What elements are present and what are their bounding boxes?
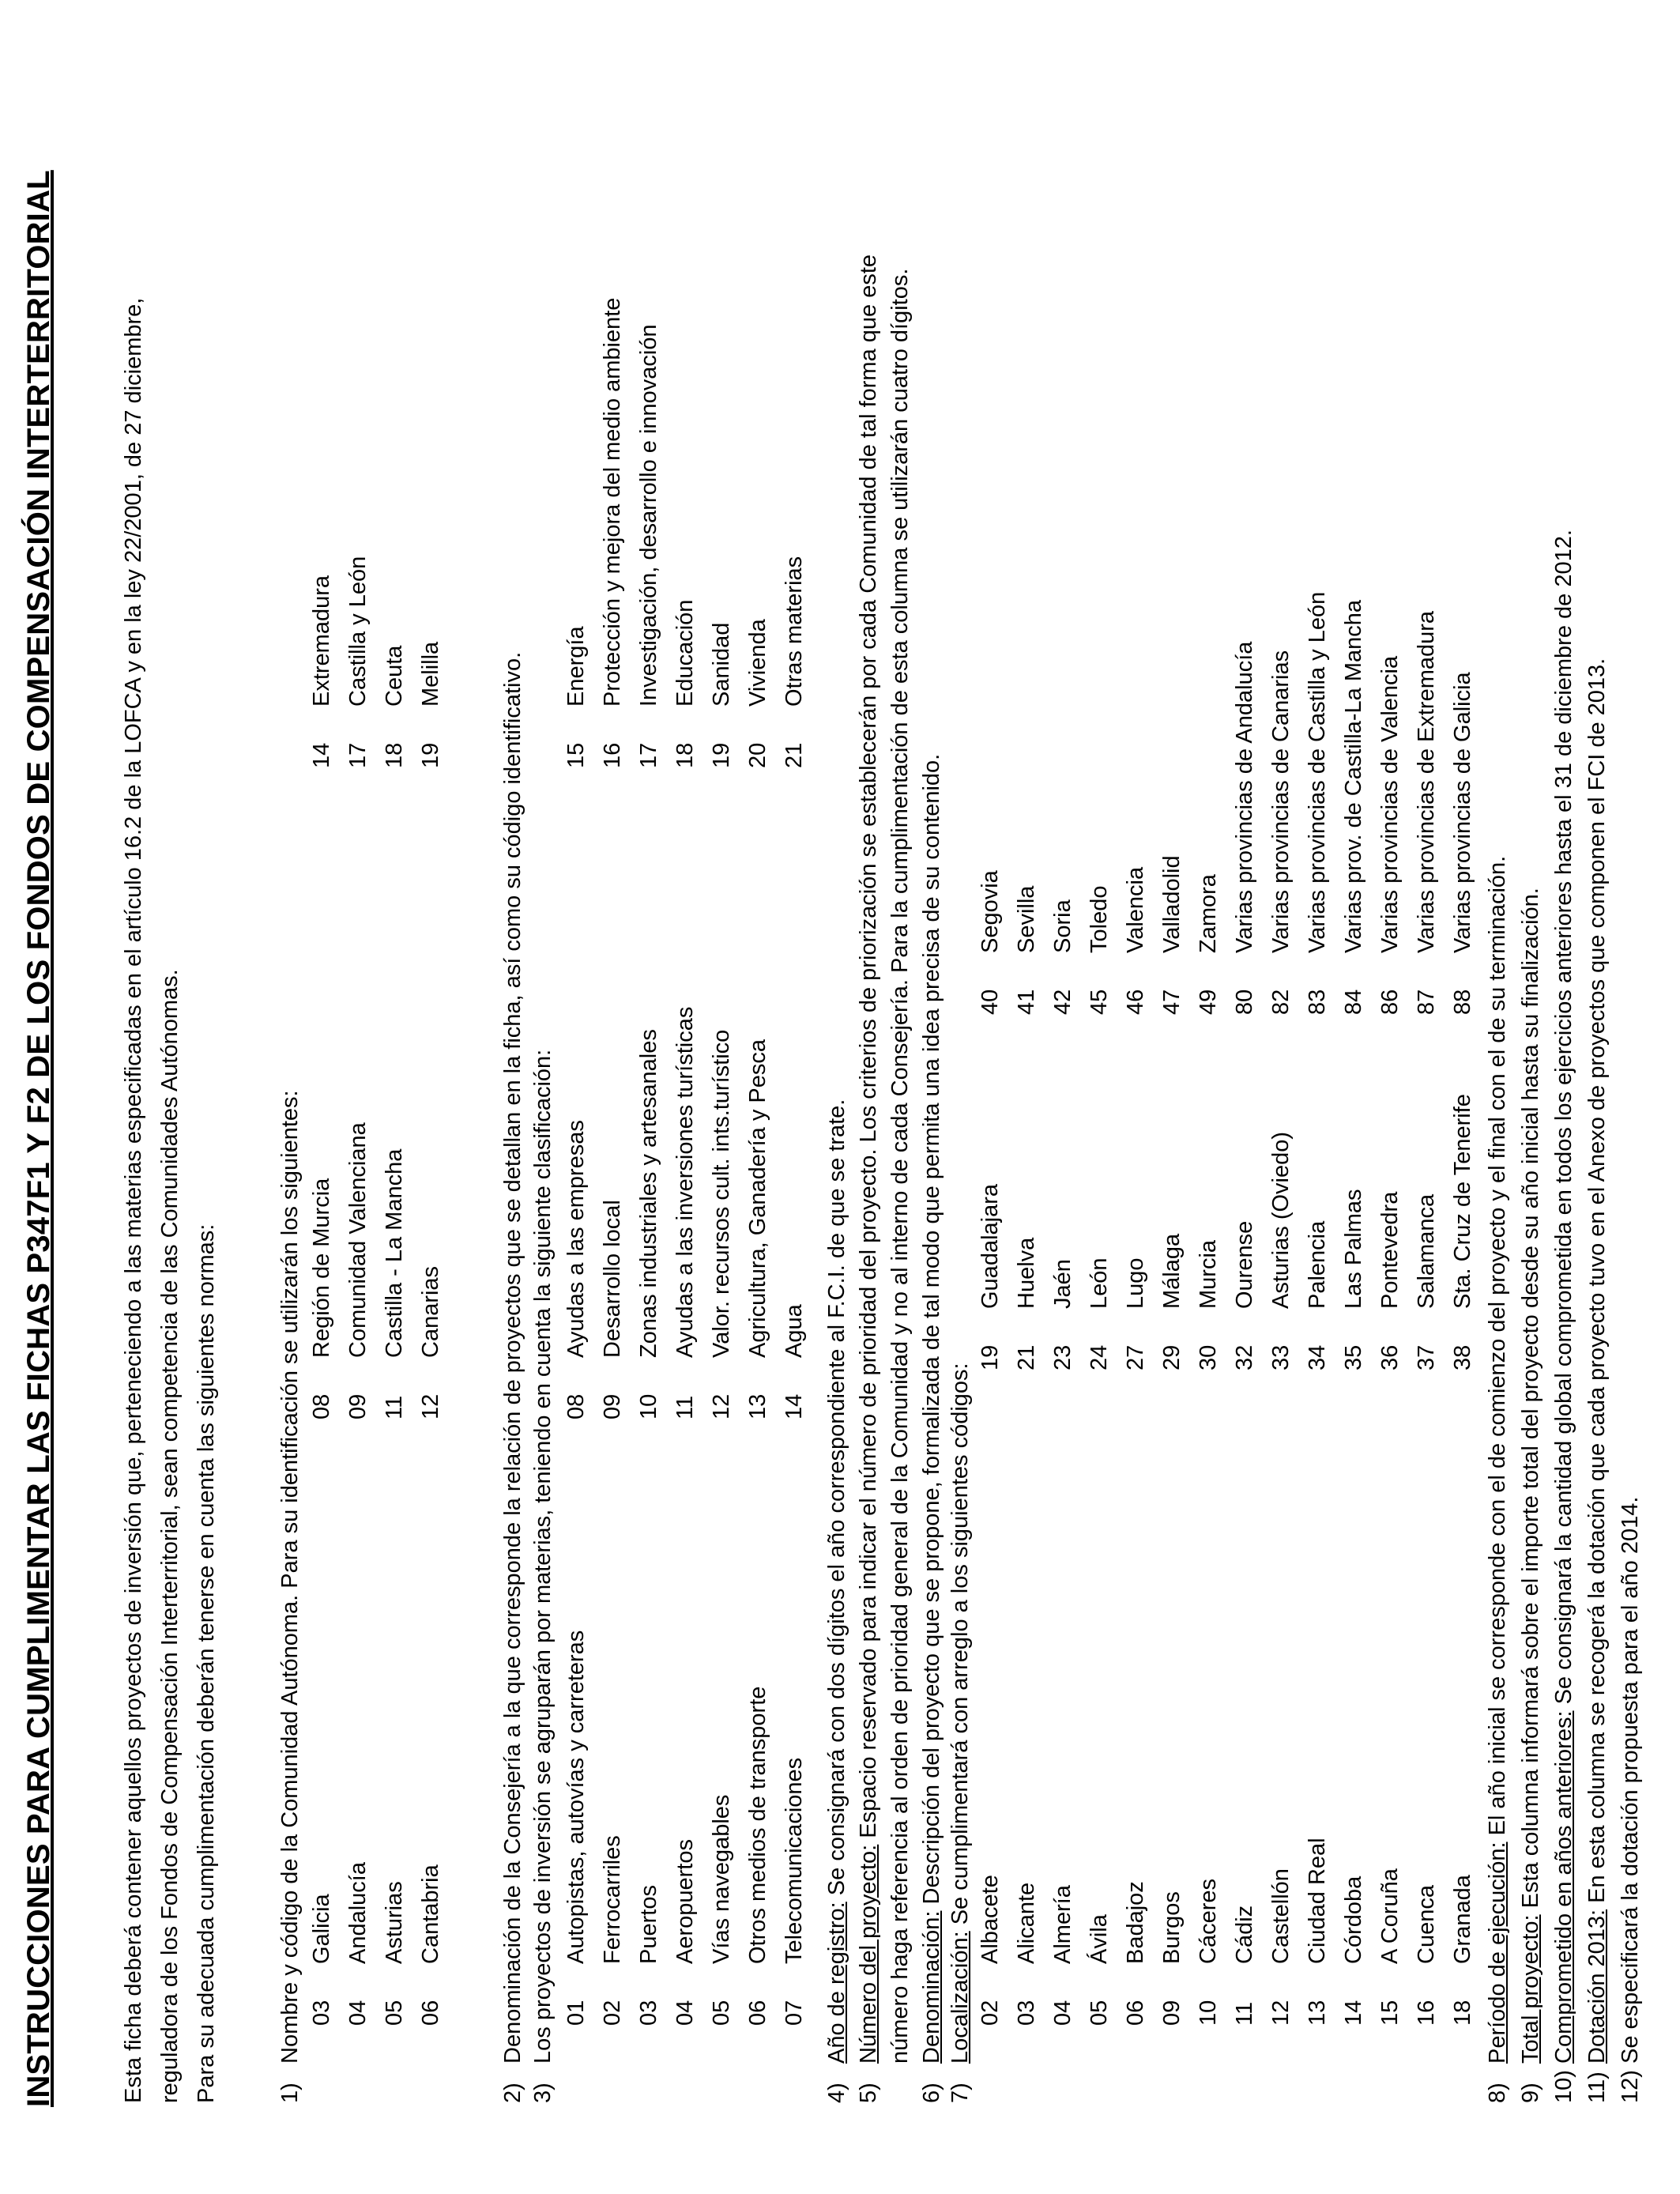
item-label: Número del proyecto: (856, 1844, 881, 2064)
code-row (740, 298, 776, 768)
code-number: 19 (418, 742, 443, 768)
item-12 (1612, 1497, 1648, 2103)
code-number: 47 (1159, 989, 1185, 1015)
code-row (1154, 1094, 1190, 1370)
code-number: 20 (745, 742, 770, 768)
document-title: INSTRUCCIONES PARA CUMPLIMENTAR LAS FICHAS P347F1 Y F2 DE LOS FONDOS DE COMPENSACIÓN INTERTERRITORIAL (21, 170, 56, 2107)
code-row (558, 298, 594, 768)
code-number: 14 (1341, 2000, 1366, 2026)
community-codes-col-3 (303, 556, 449, 768)
code-row (1117, 592, 1154, 1015)
item-3 (525, 1050, 561, 2103)
code-row (1263, 1094, 1299, 1370)
code-label: Cádiz (1232, 1905, 1257, 1964)
code-row (1045, 592, 1081, 1015)
code-row (1008, 1094, 1045, 1370)
item-number: 9) (1518, 2083, 1543, 2103)
code-label: Almería (1050, 1885, 1075, 1964)
code-number: 08 (563, 1393, 589, 1419)
code-label: Valencia (1123, 866, 1148, 953)
code-label: Murcia (1196, 1239, 1221, 1309)
code-row (1408, 592, 1445, 1015)
code-row (1445, 592, 1481, 1015)
code-row (1335, 1094, 1372, 1370)
code-label: Zamora (1196, 874, 1221, 953)
code-number: 12 (1268, 2000, 1294, 2026)
code-number: 24 (1087, 1344, 1112, 1370)
code-number: 04 (1050, 2000, 1075, 2026)
code-number: 16 (600, 742, 625, 768)
code-label: Ceuta (382, 645, 407, 707)
code-row (1045, 1838, 1081, 2026)
code-number: 45 (1087, 989, 1112, 1015)
code-label: Asturias (382, 1881, 407, 1964)
code-number: 80 (1232, 989, 1257, 1015)
item-number: 3) (530, 2083, 556, 2103)
code-number: 17 (636, 742, 661, 768)
code-row (1081, 1094, 1117, 1370)
code-label: Valladolid (1159, 855, 1185, 953)
item-number: 4) (824, 2083, 849, 2103)
code-label: Agua (782, 1304, 807, 1358)
item-number: 12) (1618, 2070, 1643, 2103)
code-row (740, 1630, 776, 2026)
code-row (1372, 1838, 1408, 2026)
code-label: Varias provincias de Extremadura (1414, 610, 1439, 953)
code-row (703, 1630, 740, 2026)
code-number: 11 (382, 1395, 407, 1419)
code-row (594, 1630, 631, 2026)
item-10 (1546, 530, 1582, 2103)
code-row (703, 1007, 740, 1419)
code-label: Cáceres (1196, 1879, 1221, 1964)
code-number: 87 (1414, 989, 1439, 1015)
code-label: Sevilla (1014, 885, 1039, 953)
code-number: 12 (418, 1393, 443, 1419)
code-row (631, 1630, 667, 2026)
code-label: Ayudas a las inversiones turísticas (672, 1006, 698, 1358)
code-row (1117, 1094, 1154, 1370)
item-text: Denominación de la Consejería a la que corresponde la relación de proyectos que se detallan en la ficha, así como su código identificativo. (500, 651, 525, 2064)
code-label: Guadalajara (977, 1184, 1003, 1309)
item-text: Se consignará con dos dígitos el año correspondiente al F.C.I. de que se trate. (824, 1099, 849, 1902)
code-label: Badajoz (1123, 1881, 1148, 1964)
code-number: 04 (345, 2000, 371, 2026)
item-label: Localización: (947, 1931, 973, 2064)
item-number: 11) (1584, 2071, 1610, 2103)
code-label: A Coruña (1377, 1868, 1403, 1964)
community-codes-col-1 (303, 1862, 449, 2026)
code-label: Cantabria (418, 1864, 443, 1964)
code-number: 10 (1196, 2000, 1221, 2026)
code-label: Galicia (309, 1894, 334, 1964)
code-row (1226, 1838, 1263, 2026)
code-row (776, 1007, 812, 1419)
code-label: Ciudad Real (1305, 1838, 1330, 1964)
code-row (667, 1630, 703, 2026)
code-label: Granada (1450, 1875, 1475, 1964)
item-number: 1) (277, 2083, 303, 2103)
code-row (594, 298, 631, 768)
code-label: Asturias (Oviedo) (1268, 1131, 1294, 1309)
code-label: Vivienda (745, 619, 770, 707)
item-text: El año inicial se corresponde con el de comienzo del proyecto y el final con el de su terminación. (1485, 855, 1510, 1842)
code-number: 06 (418, 2000, 443, 2026)
code-number: 11 (1232, 2001, 1257, 2026)
code-label: Andalucía (345, 1862, 371, 1964)
code-row (1372, 592, 1408, 1015)
code-row (1226, 592, 1263, 1015)
code-number: 09 (1159, 2000, 1185, 2026)
code-row (631, 298, 667, 768)
code-label: Melilla (418, 641, 443, 707)
code-label: Varias provincias de Andalucía (1232, 641, 1257, 953)
code-row (1299, 1838, 1335, 2026)
code-row (412, 1122, 449, 1419)
code-row (340, 556, 376, 768)
code-label: Burgos (1159, 1891, 1185, 1964)
code-number: 36 (1377, 1344, 1403, 1370)
code-number: 03 (1014, 2000, 1039, 2026)
item-label: Dotación 2013: (1584, 1909, 1610, 2064)
code-row (1154, 1838, 1190, 2026)
code-label: Aeropuertos (672, 1839, 698, 1964)
code-row (376, 1862, 412, 2026)
code-row (1445, 1094, 1481, 1370)
code-label: Jaén (1050, 1259, 1075, 1309)
code-label: Región de Murcia (309, 1178, 334, 1358)
code-label: Autopistas, autovías y carreteras (563, 1630, 589, 1964)
code-row (1335, 1838, 1372, 2026)
code-number: 06 (1123, 2000, 1148, 2026)
item-text: Esta columna informará sobre el importe total del proyecto desde su año inicial hasta su finalización. (1518, 888, 1543, 1915)
item-number: 10) (1551, 2070, 1576, 2103)
code-label: Cuenca (1414, 1885, 1439, 1964)
code-label: Educación (672, 599, 698, 707)
code-number: 14 (309, 742, 334, 768)
subject-codes-col-1 (558, 1630, 812, 2026)
code-number: 15 (563, 742, 589, 768)
code-label: Telecomunicaciones (782, 1757, 807, 1964)
code-row (667, 1007, 703, 1419)
location-codes-col-2 (972, 1094, 1481, 1370)
code-row (594, 1007, 631, 1419)
code-row (1154, 592, 1190, 1015)
code-row (667, 298, 703, 768)
location-codes-col-3 (972, 592, 1481, 1015)
item-5-continuation: número haga referencia al orden de prioridad general de la Comunidad y no al interno de cada Consejería. Para la cumplimentación de esta columna se utilizarán cuatro dígitos. (887, 268, 913, 2064)
code-label: Soria (1050, 899, 1075, 953)
subject-codes-col-2 (558, 1007, 812, 1419)
code-label: Comunidad Valenciana (345, 1122, 371, 1358)
code-row (703, 298, 740, 768)
code-number: 09 (345, 1393, 371, 1419)
code-number: 38 (1450, 1344, 1475, 1370)
code-row (776, 1630, 812, 2026)
code-number: 27 (1123, 1344, 1148, 1370)
code-row (972, 1094, 1008, 1370)
code-label: Otras materias (782, 556, 807, 707)
code-label: Lugo (1123, 1257, 1148, 1309)
code-row (1190, 1838, 1226, 2026)
code-number: 84 (1341, 989, 1366, 1015)
code-row (776, 298, 812, 768)
code-label: Sta. Cruz de Tenerife (1450, 1094, 1475, 1309)
code-label: Canarias (418, 1265, 443, 1358)
code-label: León (1087, 1257, 1112, 1309)
code-number: 19 (709, 742, 734, 768)
code-label: Castilla - La Mancha (382, 1148, 407, 1358)
item-label: Denominación: (919, 1910, 944, 2064)
item-label: Total proyecto: (1518, 1914, 1543, 2064)
code-label: Castilla y León (345, 556, 371, 707)
code-row (1299, 1094, 1335, 1370)
code-label: Extremadura (309, 575, 334, 707)
intro-line: Para su adecuada cumplimentación deberán tenerse en cuenta las siguientes normas: (194, 1223, 219, 2103)
code-row (1226, 1094, 1263, 1370)
code-label: Segovia (977, 870, 1003, 953)
code-row (740, 1007, 776, 1419)
code-number: 35 (1341, 1344, 1366, 1370)
item-text: Descripción del proyecto que se propone, formalizada de tal modo que permita una idea precisa de su contenido. (919, 753, 944, 1911)
code-label: Varias provincias de Galicia (1450, 672, 1475, 953)
code-row (1263, 592, 1299, 1015)
code-row (1263, 1838, 1299, 2026)
code-number: 16 (1414, 2000, 1439, 2026)
code-number: 18 (672, 742, 698, 768)
code-label: Valor. recursos cult. ints.turístico (709, 1029, 734, 1358)
item-8 (1479, 856, 1516, 2103)
code-row (972, 1838, 1008, 2026)
code-row (1335, 592, 1372, 1015)
code-row (303, 1122, 340, 1419)
item-text: Se especificará la dotación propuesta para el año 2014. (1618, 1496, 1643, 2064)
code-number: 37 (1414, 1344, 1439, 1370)
code-label: Castellón (1268, 1868, 1294, 1964)
code-label: Pontevedra (1377, 1191, 1403, 1309)
location-codes-col-1 (972, 1838, 1481, 2026)
code-number: 49 (1196, 989, 1221, 1015)
intro-paragraph (115, 17, 224, 2103)
code-row (303, 556, 340, 768)
code-number: 88 (1450, 989, 1475, 1015)
code-label: Huelva (1014, 1237, 1039, 1309)
code-number: 83 (1305, 989, 1330, 1015)
item-text: Nombre y código de la Comunidad Autónoma. Para su identificación se utilizarán los siguientes: (277, 1090, 303, 2064)
code-number: 05 (1087, 2000, 1112, 2026)
code-label: Varias provincias de Castilla y León (1305, 591, 1330, 953)
code-label: Agricultura, Ganadería y Pesca (745, 1039, 770, 1358)
item-label: Año de registro: (824, 1902, 849, 2064)
code-row (558, 1007, 594, 1419)
code-number: 01 (563, 2000, 589, 2026)
item-number: 5) (856, 2083, 881, 2103)
code-label: Energía (563, 626, 589, 707)
item-number: 7) (947, 2083, 973, 2103)
item-text: Se cumplimentará con arreglo a los siguientes códigos: (947, 1363, 973, 1932)
code-row (412, 1862, 449, 2026)
code-number: 02 (600, 2000, 625, 2026)
code-number: 42 (1050, 989, 1075, 1015)
code-label: Córdoba (1341, 1875, 1366, 1964)
code-row (1372, 1094, 1408, 1370)
code-label: Ayudas a las empresas (563, 1120, 589, 1358)
code-number: 40 (977, 989, 1003, 1015)
code-number: 06 (745, 2000, 770, 2026)
code-number: 82 (1268, 989, 1294, 1015)
item-text: En esta columna se recogerá la dotación que cada proyecto tuvo en el Anexo de proyectos que componen el FCI de 2013. (1584, 658, 1610, 1909)
code-row (558, 1630, 594, 2026)
code-row (412, 556, 449, 768)
code-label: Palencia (1305, 1220, 1330, 1309)
item-text: Los proyectos de inversión se agruparán por materias, teniendo en cuenta la siguiente clasificación: (530, 1049, 556, 2064)
code-row (1081, 592, 1117, 1015)
code-number: 29 (1159, 1344, 1185, 1370)
code-label: Ourense (1232, 1220, 1257, 1309)
code-number: 09 (600, 1393, 625, 1419)
code-number: 33 (1268, 1344, 1294, 1370)
code-label: Desarrollo local (600, 1200, 625, 1358)
code-row (631, 1007, 667, 1419)
code-number: 12 (709, 1393, 734, 1419)
code-number: 10 (636, 1393, 661, 1419)
code-row (340, 1122, 376, 1419)
code-row (376, 556, 412, 768)
code-row (376, 1122, 412, 1419)
code-row (340, 1862, 376, 2026)
code-number: 17 (345, 742, 371, 768)
code-row (1081, 1838, 1117, 2026)
item-text: Se consignará la cantidad global comprometida en todos los ejercicios anteriores hasta el 31 de diciembre de 2012. (1551, 530, 1576, 1711)
community-codes-col-2 (303, 1122, 449, 1419)
code-number: 03 (309, 2000, 334, 2026)
code-row (972, 592, 1008, 1015)
code-row (1190, 1094, 1226, 1370)
item-text: Espacio reservado para indicar el número de prioridad del proyecto. Los criterios de priorización se establecerán por cada Comunidad de tal forma que este (856, 254, 881, 1845)
code-label: Málaga (1159, 1233, 1185, 1309)
code-label: Vías navegables (709, 1794, 734, 1964)
code-label: Salamanca (1414, 1193, 1439, 1309)
code-label: Las Palmas (1341, 1189, 1366, 1309)
code-number: 21 (1014, 1344, 1039, 1370)
code-row (1117, 1838, 1154, 2026)
code-number: 04 (672, 2000, 698, 2026)
code-label: Investigación, desarrollo e innovación (636, 324, 661, 707)
code-label: Protección y mejora del medio ambiente (600, 297, 625, 707)
code-number: 05 (382, 2000, 407, 2026)
code-row (1445, 1838, 1481, 2026)
code-label: Varias provincias de Valencia (1377, 655, 1403, 953)
code-row (1008, 1838, 1045, 2026)
code-number: 13 (745, 1393, 770, 1419)
code-label: Ávila (1087, 1914, 1112, 1964)
code-number: 86 (1377, 989, 1403, 1015)
code-row (1408, 1094, 1445, 1370)
code-label: Toledo (1087, 885, 1112, 953)
item-label: Comprometido en años anteriores: (1551, 1710, 1576, 2064)
item-number: 6) (919, 2083, 944, 2103)
code-number: 21 (782, 742, 807, 768)
item-number: 2) (500, 2083, 525, 2103)
code-label: Ferrocarriles (600, 1835, 625, 1964)
code-row (1299, 592, 1335, 1015)
code-number: 18 (382, 742, 407, 768)
code-row (1045, 1094, 1081, 1370)
code-number: 05 (709, 2000, 734, 2026)
item-number: 8) (1485, 2083, 1510, 2103)
code-label: Varias prov. de Castilla-La Mancha (1341, 599, 1366, 953)
code-number: 15 (1377, 2000, 1403, 2026)
code-number: 11 (672, 1395, 698, 1419)
code-number: 03 (636, 2000, 661, 2026)
code-row (303, 1862, 340, 2026)
code-number: 08 (309, 1393, 334, 1419)
code-number: 02 (977, 2000, 1003, 2026)
code-number: 32 (1232, 1344, 1257, 1370)
code-label: Otros medios de transporte (745, 1686, 770, 1964)
code-number: 13 (1305, 2000, 1330, 2026)
code-label: Varias provincias de Canarias (1268, 650, 1294, 953)
code-label: Puertos (636, 1885, 661, 1964)
code-number: 46 (1123, 989, 1148, 1015)
code-row (1408, 1838, 1445, 2026)
code-label: Albacete (977, 1875, 1003, 1964)
code-number: 30 (1196, 1344, 1221, 1370)
code-number: 14 (782, 1393, 807, 1419)
code-number: 18 (1450, 2000, 1475, 2026)
intro-line: Esta ficha deberá contener aquellos proyectos de inversión que, perteneciendo a las materias especificadas en el artículo 16.2 de la LOFCA y en la ley 22/2001, de 27 diciembre, (121, 297, 146, 2103)
code-label: Sanidad (709, 622, 734, 707)
code-label: Alicante (1014, 1882, 1039, 1964)
code-label: Zonas industriales y artesanales (636, 1029, 661, 1358)
code-number: 34 (1305, 1344, 1330, 1370)
item-9 (1512, 888, 1549, 2103)
item-11 (1579, 658, 1615, 2103)
code-row (1008, 592, 1045, 1015)
subject-codes-col-3 (558, 298, 812, 768)
code-row (1190, 592, 1226, 1015)
code-number: 41 (1014, 989, 1039, 1015)
item-label: Período de ejecución: (1485, 1842, 1510, 2064)
code-number: 23 (1050, 1344, 1075, 1370)
code-number: 19 (977, 1344, 1003, 1370)
intro-line: reguladora de los Fondos de Compensación Interterritorial, sean competencia de las Comunidades Autónomas. (157, 969, 183, 2103)
code-number: 07 (782, 2000, 807, 2026)
